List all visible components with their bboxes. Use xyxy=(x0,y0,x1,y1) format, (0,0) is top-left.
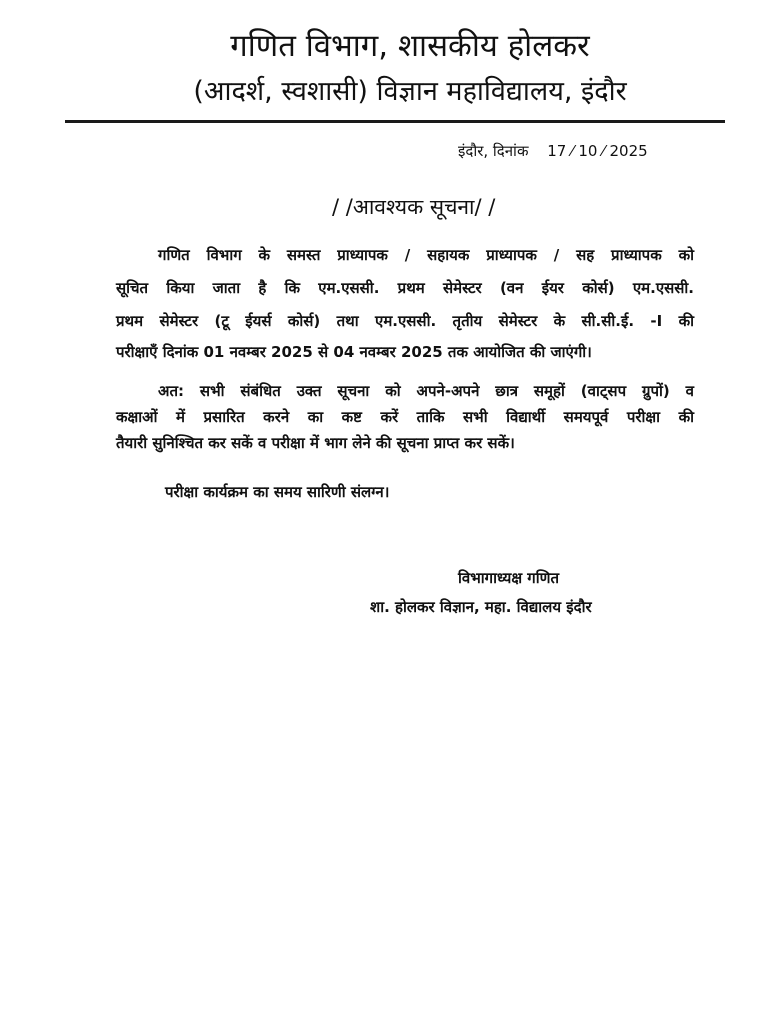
paragraph-line: परीक्षाएँ दिनांक 01 नवम्बर 2025 से 04 नवम्बर 2025 तक आयोजित की जाएंगी। xyxy=(116,343,592,361)
paragraph-line: गणित विभाग के समस्त प्राध्यापक / सहायक प्राध्यापक / सह प्राध्यापक को xyxy=(158,246,694,264)
date-line xyxy=(458,141,648,161)
body-paragraph-1 xyxy=(116,239,694,366)
header-title-line1: गणित विभाग, शासकीय होलकर xyxy=(230,28,590,64)
date-label: इंदौर, दिनांक xyxy=(458,142,529,160)
paragraph-line: कक्षाओं में प्रसारित करने का कष्ट करें ताकि सभी विद्यार्थी समयपूर्व परीक्षा की xyxy=(116,408,694,426)
paragraph-line: प्रथम सेमेस्टर (टू ईयर्स कोर्स) तथा एम.एससी. तृतीय सेमेस्टर के सी.सी.ई. -I की xyxy=(116,312,694,330)
body-paragraph-3: परीक्षा कार्यक्रम का समय सारिणी संलग्न। xyxy=(165,483,390,501)
notice-title: / /आवश्यक सूचना/ / xyxy=(332,195,496,219)
body-paragraph-2 xyxy=(116,378,694,456)
header-title-line2: (आदर्श, स्वशासी) विज्ञान महाविद्यालय, इंदौर xyxy=(193,76,627,107)
header-divider xyxy=(65,120,725,123)
signature-institution: शा. होलकर विज्ञान, महा. विद्यालय इंदौर xyxy=(370,598,592,616)
paragraph-line: सूचित किया जाता है कि एम.एससी. प्रथम सेमेस्टर (वन ईयर कोर्स) एम.एससी. xyxy=(116,279,694,297)
paragraph-line: तैयारी सुनिश्चित कर सकें व परीक्षा में भाग लेने की सूचना प्राप्त कर सकें। xyxy=(116,434,515,452)
paragraph-line: अत: सभी संबंधित उक्त सूचना को अपने-अपने छात्र समूहों (वाट्सप ग्रुपों) व xyxy=(158,382,694,400)
signature-designation: विभागाध्यक्ष गणित xyxy=(458,569,560,587)
date-value: 17 ⁄ 10 ⁄ 2025 xyxy=(547,142,648,160)
